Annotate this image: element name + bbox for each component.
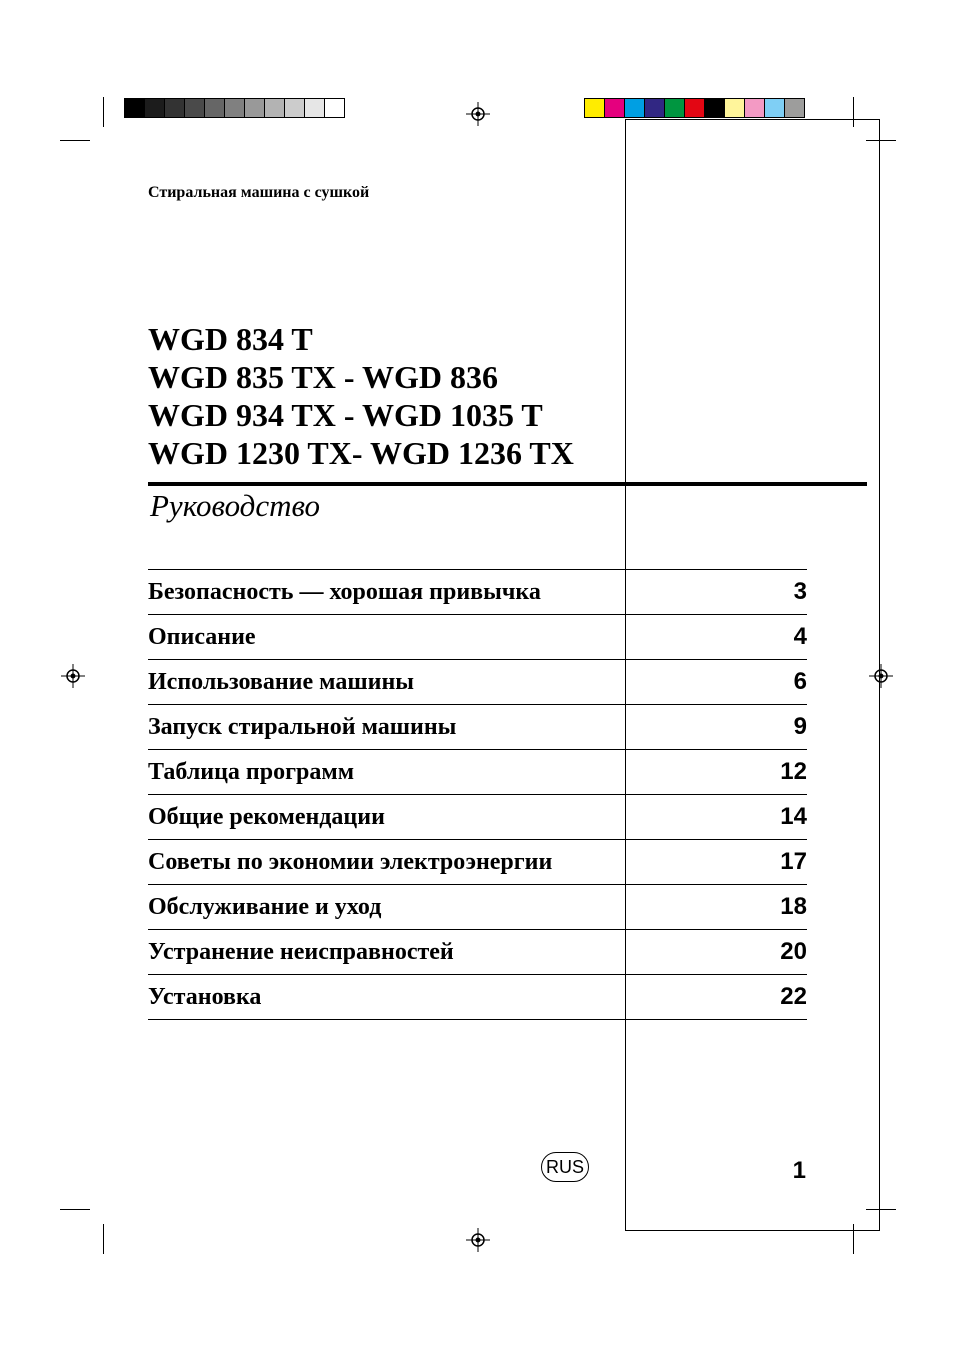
crop-mark xyxy=(853,1224,854,1254)
toc-entry[interactable] xyxy=(148,974,807,1020)
model-line: WGD 934 TX - WGD 1035 T xyxy=(148,397,543,433)
model-line: WGD 834 T xyxy=(148,321,313,357)
color-calibration-bar xyxy=(584,98,804,118)
toc-entry-title: Общие рекомендации xyxy=(148,803,385,830)
toc-entry-title: Использование машины xyxy=(148,668,415,695)
color-swatch xyxy=(684,98,705,118)
model-line: WGD 835 TX - WGD 836 xyxy=(148,359,498,395)
crop-mark xyxy=(853,97,854,127)
color-swatch xyxy=(644,98,665,118)
toc-entry-page: 3 xyxy=(793,578,807,605)
color-swatch xyxy=(624,98,645,118)
toc-entry-page: 9 xyxy=(793,713,807,740)
toc-entry[interactable] xyxy=(148,884,807,929)
toc-entry-title: Установка xyxy=(148,983,262,1010)
gray-swatch xyxy=(264,98,285,118)
model-line: WGD 1230 TX- WGD 1236 TX xyxy=(148,435,574,471)
color-swatch xyxy=(744,98,765,118)
manual-title: Руководство xyxy=(150,488,321,523)
gray-swatch xyxy=(244,98,265,118)
toc-entry[interactable] xyxy=(148,659,807,704)
grayscale-calibration-bar xyxy=(124,98,344,118)
frame-right-line xyxy=(879,119,880,1231)
toc-entry-page: 17 xyxy=(780,848,807,875)
toc-entry-title: Советы по экономии электроэнергии xyxy=(148,848,553,875)
page-number: 1 xyxy=(792,1157,806,1184)
toc-entry[interactable] xyxy=(148,569,807,614)
registration-mark-icon xyxy=(466,1228,490,1252)
gray-swatch xyxy=(184,98,205,118)
language-badge: RUS xyxy=(541,1152,589,1182)
toc-entry-page: 22 xyxy=(780,983,807,1010)
crop-mark xyxy=(103,97,104,127)
toc-entry-title: Безопасность — хорошая привычка xyxy=(148,578,541,605)
frame-top-line xyxy=(625,119,879,120)
color-swatch xyxy=(664,98,685,118)
registration-mark-icon xyxy=(869,664,893,688)
color-swatch xyxy=(784,98,805,118)
gray-swatch xyxy=(324,98,345,118)
toc-entry[interactable] xyxy=(148,929,807,974)
toc-entry-page: 12 xyxy=(780,758,807,785)
toc-entry[interactable] xyxy=(148,794,807,839)
gray-swatch xyxy=(144,98,165,118)
model-list xyxy=(148,320,574,472)
toc-entry-page: 14 xyxy=(780,803,807,830)
toc-entry-title: Обслуживание и уход xyxy=(148,893,382,920)
gray-swatch xyxy=(204,98,225,118)
toc-entry[interactable] xyxy=(148,839,807,884)
toc-entry-title: Описание xyxy=(148,623,256,650)
color-swatch xyxy=(604,98,625,118)
frame-bottom-line xyxy=(625,1230,880,1231)
toc-entry-page: 6 xyxy=(793,668,807,695)
title-rule xyxy=(148,482,867,486)
color-swatch xyxy=(724,98,745,118)
table-of-contents xyxy=(148,569,807,1020)
color-swatch xyxy=(704,98,725,118)
gray-swatch xyxy=(304,98,325,118)
crop-mark xyxy=(866,140,896,141)
crop-mark xyxy=(60,140,90,141)
crop-mark xyxy=(60,1209,90,1210)
toc-entry[interactable] xyxy=(148,749,807,794)
toc-entry-page: 4 xyxy=(793,623,807,650)
toc-entry-title: Таблица программ xyxy=(148,758,355,785)
crop-mark xyxy=(866,1209,896,1210)
color-swatch xyxy=(764,98,785,118)
toc-entry-page: 20 xyxy=(780,938,807,965)
toc-entry[interactable] xyxy=(148,704,807,749)
toc-entry-title: Запуск стиральной машины xyxy=(148,713,457,740)
registration-mark-icon xyxy=(61,664,85,688)
toc-entry[interactable] xyxy=(148,614,807,659)
gray-swatch xyxy=(164,98,185,118)
crop-mark xyxy=(103,1224,104,1254)
gray-swatch xyxy=(224,98,245,118)
registration-mark-icon xyxy=(466,102,490,126)
color-swatch xyxy=(584,98,605,118)
gray-swatch xyxy=(124,98,145,118)
toc-entry-page: 18 xyxy=(780,893,807,920)
gray-swatch xyxy=(284,98,305,118)
product-subtitle: Стиральная машина с сушкой xyxy=(148,184,370,201)
toc-entry-title: Устранение неисправностей xyxy=(148,938,454,965)
